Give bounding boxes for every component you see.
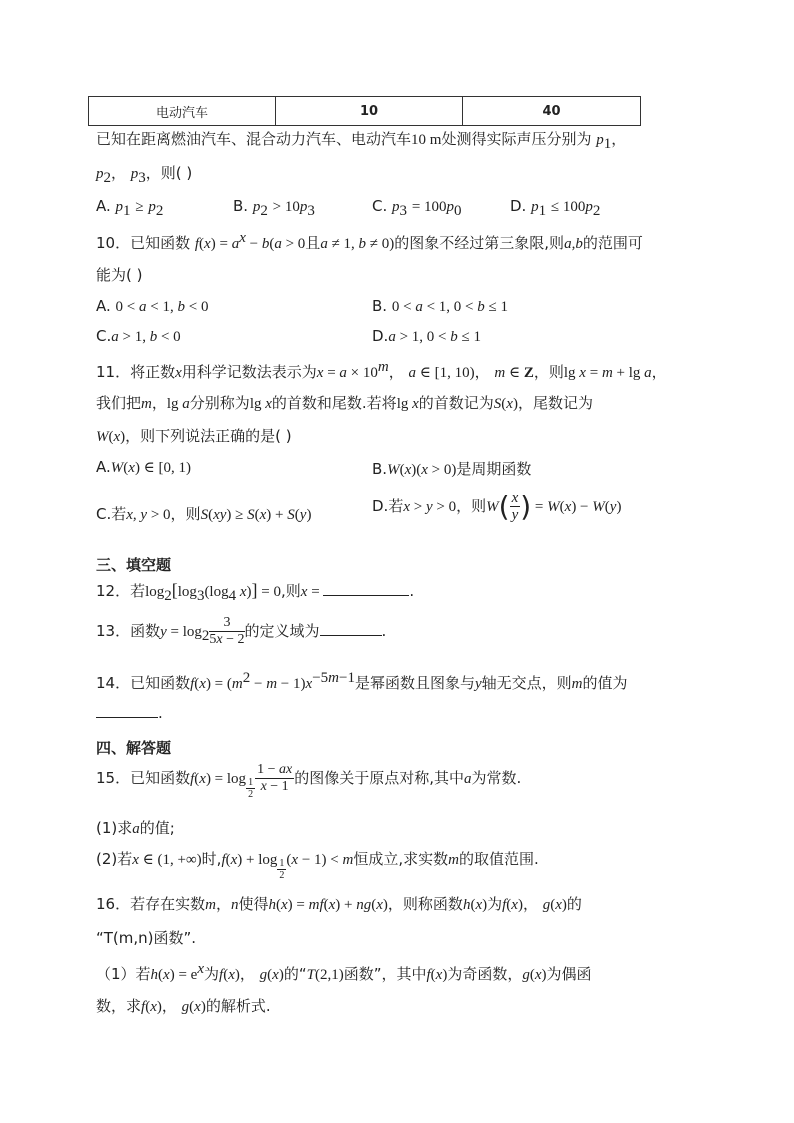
q9-option-c: C. $p_3 = 100p_0$ — [372, 197, 462, 219]
section-fill-blank-title: 三、填空题 — [96, 556, 172, 574]
q11-option-b: B.W(x)(x > 0)是周期函数 — [372, 460, 532, 478]
q14-line1: 14．已知函数$f(x) = (m^2 - m - 1)x^{-5m-1}$是幂函数且图象与y轴无交点，则m的值为 — [96, 670, 628, 692]
q9-line2: $p_2$， $p_3$，则( ) — [96, 164, 193, 186]
q11-line3: W(x)，则下列说法正确的是( ) — [96, 427, 292, 445]
q10-line2: 能为( ) — [96, 266, 143, 284]
q14-line2: . — [96, 704, 163, 722]
q15-part2: (2)若x ∈ (1, +∞)时,f(x) + log $_{\frac{1}{2}}$ (x − 1) < m恒成立,求实数m的取值范围. — [96, 850, 539, 881]
q16-line2: “T(m,n)函数”. — [96, 929, 197, 947]
q15-part1: (1)求a的值; — [96, 819, 175, 837]
section-answer-title: 四、解答题 — [96, 739, 172, 757]
q9-option-a: A. $p_1 \ge p_2$ — [96, 197, 164, 219]
q15-line1: 15．已知函数f(x) = log $_{\frac{1}{2}}$ $\frac{1 - ax}{x - 1}$ 的图像关于原点对称,其中a为常数. — [96, 762, 522, 800]
q11-option-c: C.若x, y > 0，则S(xy) ≥ S(x) + S(y) — [96, 505, 312, 523]
q11-line1: 11．将正数x用科学记数法表示为$x = a \times 10^m$， a ∈ [1, 10)， m ∈ Z，则lg x = m + lg a， — [96, 359, 667, 381]
q9-option-b: B. $p_2 > 10p_3$ — [233, 197, 315, 219]
q11-line2: 我们把m，lg a分别称为lg x的首数和尾数.若将lg x的首数记为S(x)，尾数记为 — [96, 394, 593, 412]
q16-part1-line2: 数，求f(x)， g(x)的解析式. — [96, 997, 271, 1015]
q10-option-d: D.a > 1, 0 < b ≤ 1 — [372, 327, 481, 345]
table-cell: 电动汽车 — [89, 97, 276, 126]
q10-option-c: C.a > 1, b < 0 — [96, 327, 181, 345]
q16-line1: 16．若存在实数m，n使得h(x) = mf(x) + ng(x)，则称函数h(x)为f(x)， g(x)的 — [96, 895, 582, 913]
q12: 12．若$\log_2[\log_3(\log_4$ x)] = 0,则x = . — [96, 580, 415, 604]
table-cell: 40 — [463, 97, 641, 126]
q11-option-d: D.若x > y > 0，则W( $\frac{x}{y}$ ) = W(x) − W(y) — [372, 490, 622, 523]
q13: 13．函数$y = \log_2$ $\frac{3}{5x - 2}$ 的定义域为 . — [96, 615, 387, 647]
q9-line1: 已知在距离燃油汽车、混合动力汽车、电动汽车10 m处测得实际声压分别为 $p_1$， — [96, 130, 627, 152]
q16-part1-line1: （1）若$h(x) = e^x$为f(x)， g(x)的“T(2,1)函数”，其中f(x)为奇函数，g(x)为偶函 — [96, 961, 592, 983]
table-cell: 10 — [276, 97, 463, 126]
table-row — [89, 97, 641, 126]
vehicle-table — [88, 96, 641, 126]
q9-option-d: D. $p_1 \le 100p_2$ — [510, 197, 601, 219]
q11-option-a: A.W(x) ∈ [0, 1) — [96, 458, 192, 476]
q10-option-a: A. 0 < a < 1, b < 0 — [96, 297, 209, 315]
q10-line1: 10．已知函数 $f(x) = a^x - b(a > 0$且a ≠ 1, b ≠ 0)的图象不经过第三象限,则a,b的范围可 — [96, 230, 643, 252]
q10-option-b: B. 0 < a < 1, 0 < b ≤ 1 — [372, 297, 508, 315]
